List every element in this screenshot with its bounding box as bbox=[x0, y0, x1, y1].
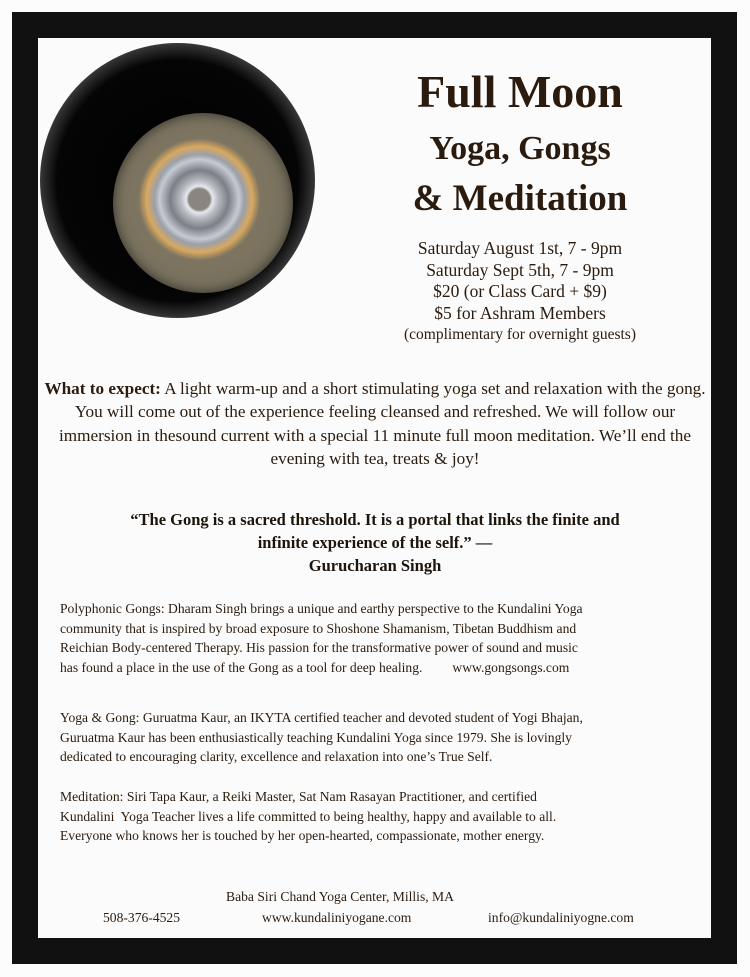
bio-line: Everyone who knows her is touched by her open-hearted, compassionate, mother energy. bbox=[60, 828, 545, 844]
title-full-moon: Full Moon bbox=[417, 66, 623, 117]
bio-meditation bbox=[60, 787, 700, 846]
bio-line: Reichian Body-centered Therapy. His passion for the transformative power of sound and music bbox=[60, 640, 578, 656]
what-to-expect bbox=[42, 377, 708, 470]
bio-line: has found a place in the use of the Gong as a tool for deep healing. bbox=[60, 659, 423, 675]
event-date-2: Saturday Sept 5th, 7 - 9pm bbox=[426, 259, 614, 280]
gongsongs-link[interactable]: www.gongsongs.com bbox=[452, 659, 570, 675]
bio-line: dedicated to encouraging clarity, excellence and relaxation into one’s True Self. bbox=[60, 749, 493, 765]
bio-line: Meditation: Siri Tapa Kaur, a Reiki Master, Sat Nam Rasayan Practitioner, and certified bbox=[60, 789, 537, 804]
bio-line: community that is inspired by broad exposure to Shoshone Shamanism, Tibetan Buddhism and bbox=[60, 620, 577, 636]
title-meditation: & Meditation bbox=[412, 178, 628, 219]
bio-yoga-gong bbox=[60, 708, 700, 767]
member-price: $5 for Ashram Members bbox=[434, 302, 606, 323]
gong-image bbox=[40, 43, 315, 318]
bio-line: Yoga & Gong: Guruatma Kaur, an IKYTA certified teacher and devoted student of Yogi Bhajan, bbox=[60, 710, 583, 725]
title-yoga-gongs: Yoga, Gongs bbox=[429, 130, 611, 167]
gong-rim bbox=[113, 113, 293, 293]
bio-line: Kundalini Yoga Teacher lives a life committed to being healthy, happy and available to all. bbox=[60, 808, 557, 824]
quote-line-2: infinite experience of the self.” — bbox=[257, 533, 493, 552]
expect-text: A light warm-up and a short stimulating yoga set and relaxation with the gong. You will come out of the experience feeling cleansed and refreshed. We will follow our immersion in thesound current with a special 11 minute full moon meditation. We’ll end the evening with tea, treats & joy! bbox=[58, 379, 706, 468]
email-link[interactable]: info@kundaliniyogne.com bbox=[488, 910, 634, 925]
event-details bbox=[370, 238, 670, 346]
quote-block bbox=[70, 508, 680, 577]
guest-note: (complimentary for overnight guests) bbox=[403, 326, 636, 343]
event-date-1: Saturday August 1st, 7 - 9pm bbox=[417, 238, 623, 258]
quote-line-1: “The Gong is a sacred threshold. It is a portal that links the finite and bbox=[130, 510, 620, 529]
website-link[interactable]: www.kundaliniyogane.com bbox=[262, 910, 412, 925]
venue: Baba Siri Chand Yoga Center, Millis, MA bbox=[226, 889, 454, 904]
bio-line: Guruatma Kaur has been enthusiastically teaching Kundalini Yoga since 1979. She is lovingly bbox=[60, 729, 572, 745]
quote-author: Gurucharan Singh bbox=[308, 556, 442, 575]
event-price: $20 (or Class Card + $9) bbox=[433, 281, 607, 301]
bio-line: Polyphonic Gongs: Dharam Singh brings a unique and earthy perspective to the Kundalini Yoga bbox=[60, 601, 583, 616]
expect-label: What to expect: bbox=[44, 379, 161, 398]
bio-polyphonic-gongs bbox=[60, 599, 700, 677]
phone-number[interactable]: 508-376-4525 bbox=[103, 910, 181, 925]
